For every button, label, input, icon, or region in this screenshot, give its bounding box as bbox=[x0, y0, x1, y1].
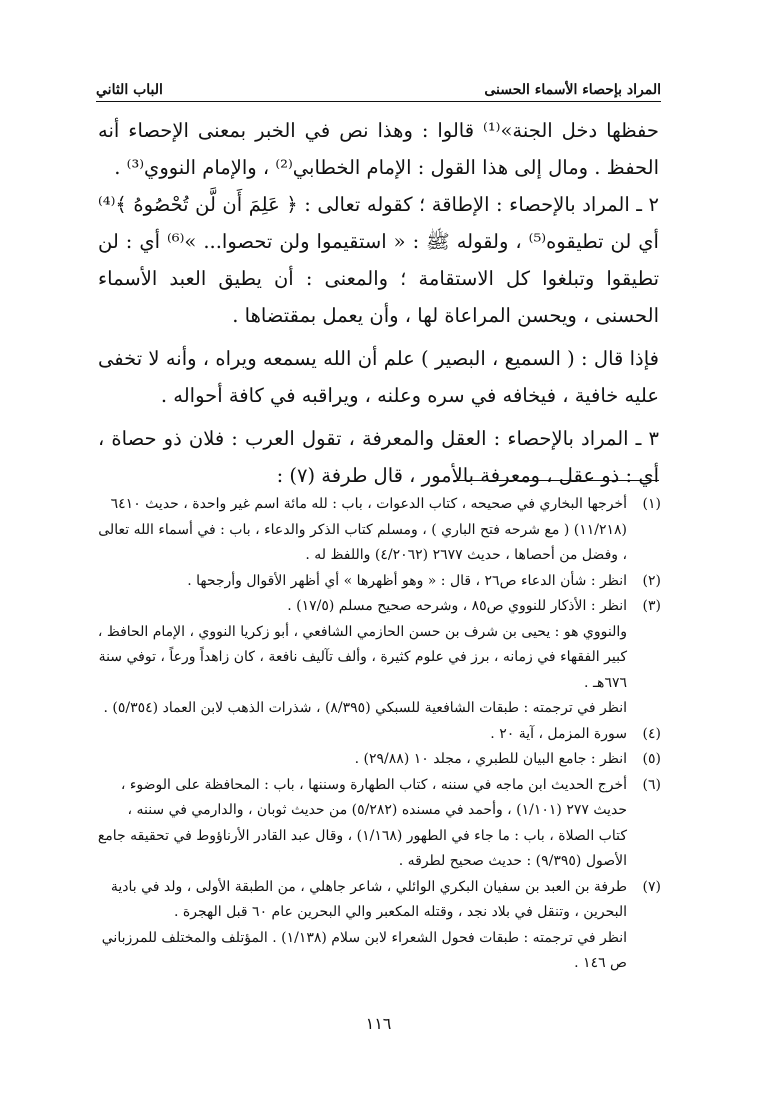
footnote-text: انظر في ترجمته : طبقات فحول الشعراء لابن سلام (١/١٣٨) . المؤتلف والمختلف للمرزباني ص ١٤٦ . bbox=[101, 929, 627, 971]
footnote-text: طرفة بن العبد بن سفيان البكري الوائلي ، شاعر جاهلي ، من الطبقة الأولى ، ولد في بادية البحرين ، وتنقل في بلاد نجد ، وقتله المكعبر والي البحرين عام ٦٠ قبل الهجرة . bbox=[110, 878, 627, 920]
footnote-1 bbox=[96, 492, 661, 569]
footnote-6 bbox=[96, 773, 661, 875]
footnotes bbox=[96, 492, 661, 977]
footnote-divider bbox=[454, 480, 659, 481]
footnote-3 bbox=[96, 594, 661, 722]
footnote-number: (١) bbox=[642, 496, 661, 512]
page-number: ١١٦ bbox=[365, 1014, 392, 1033]
footnote-text: انظر في ترجمته : طبقات الشافعية للسبكي (٨/٣٩٥) ، شذرات الذهب لابن العماد (٥/٣٥٤) . bbox=[103, 700, 627, 716]
chapter-title: الباب الثاني bbox=[96, 82, 163, 98]
footnote-text: انظر : جامع البيان للطبري ، مجلد ١٠ (٢٩/٨٨) . bbox=[354, 751, 627, 767]
paragraph-2: ٢ ـ المراد بالإحصاء : الإطاقة ؛ كقوله تعالى : ﴿ عَلِمَ أَن لَّن تُحْصُوهُ ﴾⁽⁴⁾ أي لن تطيقوه⁽⁵⁾ ، ولقوله ﷺ : « استقيموا ولن تحصوا... »⁽⁶⁾ أي : لن تطيقوا وتبلغوا كل الاستقامة ؛ والمعنى : أن يطيق العبد الأسماء الحسنى ، ويحسن المراعاة لها ، وأن يعمل بمقتضاها . bbox=[98, 193, 659, 327]
paragraph-3: فإذا قال : ( السميع ، البصير ) علم أن الله يسمعه ويراه ، وأنه لا تخفى عليه خافية ، فيخافه في سره وعلنه ، ويراقبه في كافة أحواله . bbox=[98, 347, 659, 407]
footnote-number: (٤) bbox=[642, 725, 661, 742]
footnote-number: (٥) bbox=[642, 751, 661, 767]
footnote-4 bbox=[96, 722, 661, 748]
main-text bbox=[98, 112, 659, 494]
footnote-text: سورة المزمل ، آية ٢٠ . bbox=[490, 725, 627, 742]
footnote-text: انظر : شأن الدعاء ص٢٦ ، قال : « وهو أظهرها » أي أظهر الأقوال وأرجحها . bbox=[187, 572, 627, 589]
footnote-7 bbox=[96, 875, 661, 977]
footnote-5 bbox=[96, 747, 661, 773]
paragraph-4: ٣ ـ المراد بالإحصاء : العقل والمعرفة ، تقول العرب : فلان ذو حصاة ، أي : ذو عقل ، ومعرفة بالأمور ، قال طرفة (٧) : bbox=[98, 427, 659, 487]
paragraph-1: حفظها دخل الجنة»⁽¹⁾ قالوا : وهذا نص في الخبر بمعنى الإحصاء أنه الحفظ . ومال إلى هذا القول : الإمام الخطابي⁽²⁾ ، والإمام النووي⁽³⁾ . bbox=[98, 119, 659, 179]
footnote-text: والنووي هو : يحيى بن شرف بن حسن الحازمي الشافعي ، أبو زكريا النووي ، الإمام الحافظ ، كبير الفقهاء في زمانه ، برز في علوم كثيرة ، وألف تآليف نافعة ، كان زاهداً ورعاً ، توفي سنة ٦٧٦هـ . bbox=[97, 623, 627, 691]
footnote-2 bbox=[96, 569, 661, 595]
footnote-text: أخرجها البخاري في صحيحه ، كتاب الدعوات ، باب : لله مائة اسم غير واحدة ، حديث ٦٤١٠ (١١/٢١٨) ( مع شرحه فتح الباري ) ، ومسلم كتاب الذكر والدعاء ، باب : في أسماء الله تعالى ، وفضل من أحصاها ، حديث ٢٦٧٧ (٤/٢٠٦٢) واللفظ له . bbox=[98, 496, 627, 563]
footnote-number: (٧) bbox=[642, 878, 661, 895]
footnote-number: (٦) bbox=[642, 776, 661, 793]
running-header bbox=[96, 72, 661, 102]
footnote-number: (٢) bbox=[642, 572, 661, 589]
footnote-number: (٣) bbox=[642, 598, 661, 614]
footnote-text: انظر : الأذكار للنووي ص٨٥ ، وشرحه صحيح مسلم (١٧/٥) . bbox=[287, 598, 627, 614]
section-title: المراد بإحصاء الأسماء الحسنى bbox=[484, 82, 661, 98]
footnote-text: أخرج الحديث ابن ماجه في سننه ، كتاب الطهارة وسننها ، باب : المحافظة على الوضوء ، حديث ٢٧٧ (١/١٠١) ، وأحمد في مسنده (٥/٢٨٢) من حديث ثوبان ، والدارمي في سننه ، كتاب الصلاة ، باب : ما جاء في الطهور (١/١٦٨) ، وقال عبد القادر الأرناؤوط في تحقيقه جامع الأصول (٩/٣٩٥) : حديث صحيح لطرقه . bbox=[97, 776, 627, 869]
